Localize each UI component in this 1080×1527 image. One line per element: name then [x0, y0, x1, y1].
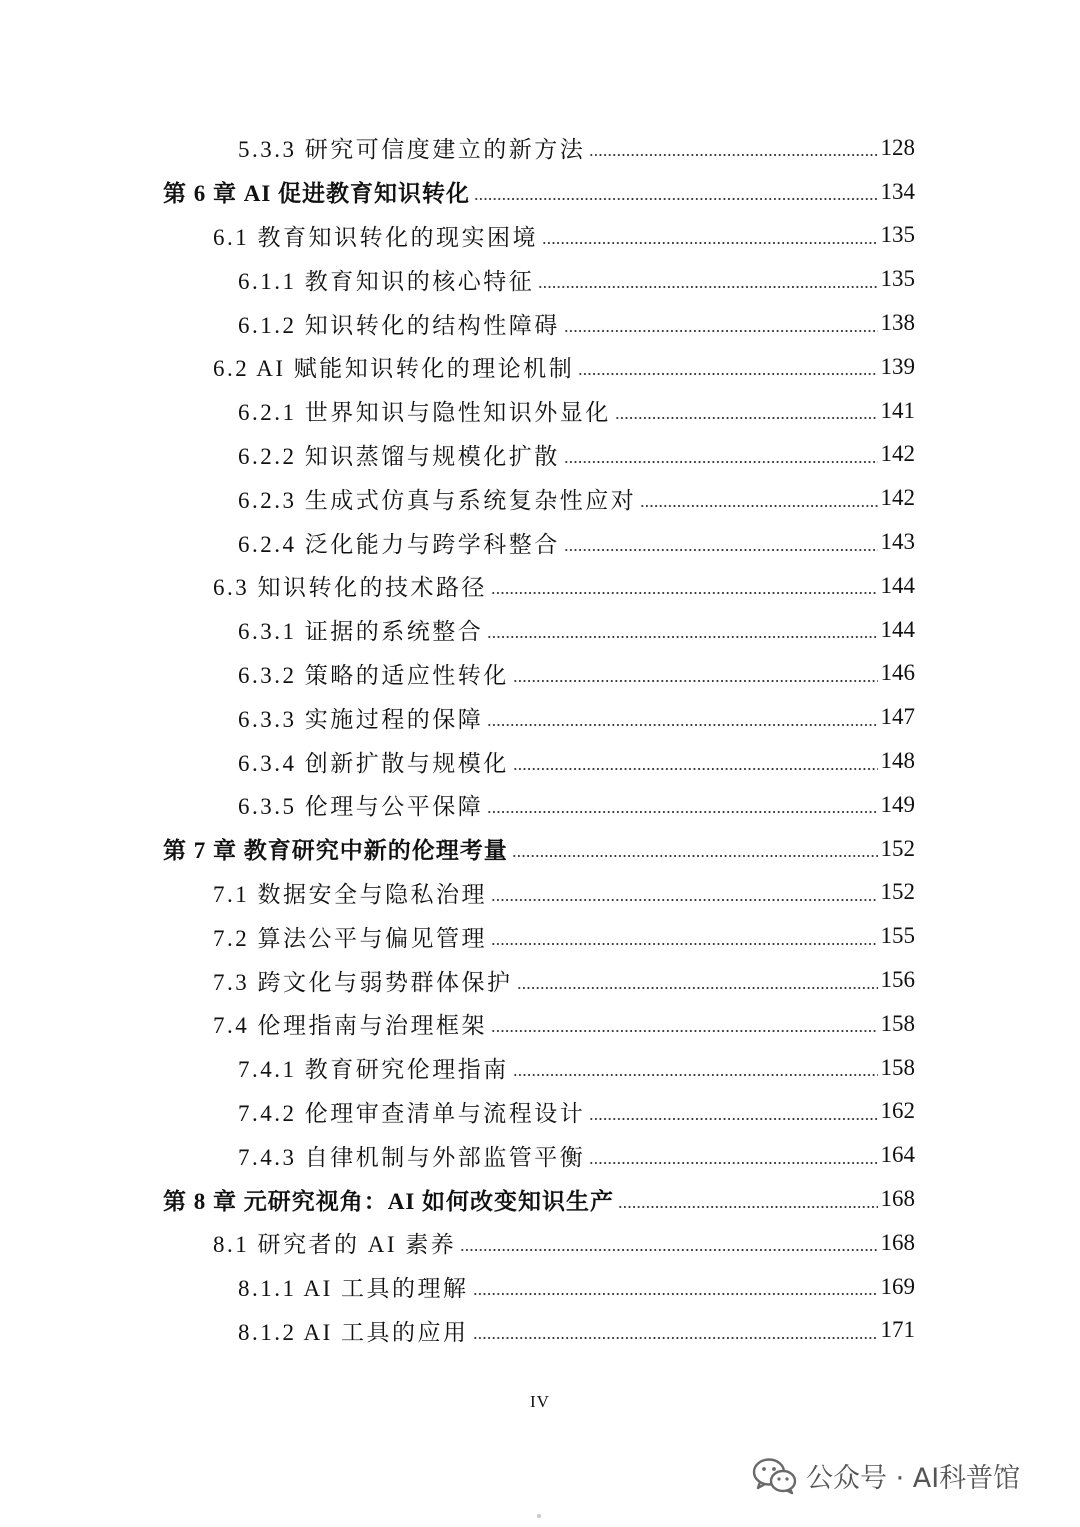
toc-dot-leader: [491, 879, 878, 902]
toc-entry-page-number: 149: [880, 791, 915, 817]
toc-entry[interactable]: [0, 827, 1080, 871]
toc-entry-title: 8.1.2 AI 工具的应用: [238, 1319, 469, 1345]
toc-entry[interactable]: [0, 433, 1080, 477]
watermark: [752, 1456, 1020, 1495]
toc-dot-leader: [578, 353, 877, 376]
toc-entry-page-number: 143: [880, 529, 915, 555]
toc-entry[interactable]: [0, 476, 1080, 520]
toc-entry[interactable]: [0, 564, 1080, 608]
toc-entry-page-number: 147: [880, 704, 915, 730]
toc-entry-title: 第 7 章 教育研究中新的伦理考量: [163, 838, 508, 864]
toc-dot-leader: [474, 178, 877, 201]
toc-dot-leader: [589, 1142, 877, 1165]
toc-entry-title: 7.4.3 自律机制与外部监管平衡: [238, 1144, 586, 1170]
toc-dot-leader: [517, 967, 878, 990]
toc-entry[interactable]: [0, 1133, 1080, 1177]
toc-entry-page-number: 169: [880, 1273, 915, 1299]
toc-entry-page-number: 158: [880, 1054, 915, 1080]
toc-entry[interactable]: [0, 652, 1080, 696]
toc-dot-leader: [513, 660, 878, 683]
page-number: IV: [530, 1392, 550, 1411]
toc-dot-leader: [615, 397, 878, 420]
toc-entry-page-number: 171: [880, 1317, 915, 1343]
scroll-indicator-dot: [537, 1514, 541, 1518]
toc-entry-title: 7.4.1 教育研究伦理指南: [238, 1057, 509, 1083]
toc-entry-title: 7.3 跨文化与弱势群体保护: [213, 969, 513, 995]
toc-entry[interactable]: [0, 170, 1080, 214]
toc-dot-leader: [460, 1229, 877, 1252]
toc-entry-title: 6.3 知识转化的技术路径: [213, 575, 487, 601]
toc-entry[interactable]: [0, 914, 1080, 958]
toc-entry[interactable]: [0, 1221, 1080, 1265]
toc-entry-page-number: 134: [880, 178, 915, 204]
toc-entry-page-number: 144: [880, 572, 915, 598]
toc-dot-leader: [564, 310, 878, 333]
toc-entry-page-number: 152: [880, 879, 915, 905]
toc-entry-title: 6.3.3 实施过程的保障: [238, 706, 484, 732]
toc-dot-leader: [618, 1186, 877, 1209]
toc-entry[interactable]: [0, 520, 1080, 564]
toc-entry-title: 6.3.2 策略的适应性转化: [238, 662, 509, 688]
toc-entry-page-number: 168: [880, 1229, 915, 1255]
toc-entry[interactable]: [0, 608, 1080, 652]
toc-dot-leader: [564, 441, 878, 464]
toc-dot-leader: [513, 748, 878, 771]
toc-entry-title: 5.3.3 研究可信度建立的新方法: [238, 137, 586, 163]
toc-entry[interactable]: [0, 214, 1080, 258]
toc-entry-page-number: 144: [880, 616, 915, 642]
toc-entry[interactable]: [0, 389, 1080, 433]
toc-dot-leader: [513, 1054, 878, 1077]
table-of-contents: [0, 126, 1080, 1352]
toc-dot-leader: [487, 791, 877, 814]
toc-entry[interactable]: [0, 958, 1080, 1002]
toc-entry-page-number: 128: [880, 134, 915, 160]
toc-dot-leader: [491, 572, 878, 595]
toc-entry-page-number: 135: [880, 266, 915, 292]
toc-entry-title: 6.1 教育知识转化的现实困境: [213, 224, 538, 250]
toc-entry[interactable]: [0, 257, 1080, 301]
toc-entry-page-number: 141: [880, 397, 915, 423]
toc-entry[interactable]: [0, 1309, 1080, 1353]
toc-entry[interactable]: [0, 695, 1080, 739]
toc-entry[interactable]: [0, 739, 1080, 783]
watermark-text: 公众号 · AI科普馆: [806, 1463, 1021, 1494]
toc-entry-page-number: 148: [880, 748, 915, 774]
toc-entry[interactable]: [0, 1090, 1080, 1134]
toc-dot-leader: [473, 1317, 878, 1340]
toc-entry-title: 6.2 AI 赋能知识转化的理论机制: [213, 356, 575, 382]
toc-entry-page-number: 152: [880, 835, 915, 861]
toc-entry[interactable]: [0, 126, 1080, 170]
toc-dot-leader: [487, 704, 877, 727]
toc-dot-leader: [491, 923, 878, 946]
toc-entry-title: 第 6 章 AI 促进教育知识转化: [163, 181, 471, 207]
toc-entry-title: 6.3.1 证据的系统整合: [238, 619, 484, 645]
toc-entry[interactable]: [0, 1177, 1080, 1221]
toc-entry-title: 6.1.2 知识转化的结构性障碍: [238, 312, 560, 338]
toc-entry-title: 7.1 数据安全与隐私治理: [213, 881, 487, 907]
toc-entry-title: 6.3.4 创新扩散与规模化: [238, 750, 509, 776]
toc-entry-title: 6.2.3 生成式仿真与系统复杂性应对: [238, 487, 637, 513]
toc-entry-page-number: 155: [880, 923, 915, 949]
toc-entry-title: 第 8 章 元研究视角：AI 如何改变知识生产: [163, 1188, 615, 1214]
toc-dot-leader: [512, 835, 878, 858]
toc-entry-page-number: 138: [880, 310, 915, 336]
toc-entry-page-number: 142: [880, 485, 915, 511]
toc-entry-title: 7.4 伦理指南与治理框架: [213, 1013, 487, 1039]
toc-dot-leader: [589, 134, 877, 157]
toc-entry-page-number: 139: [880, 353, 915, 379]
toc-entry-page-number: 162: [880, 1098, 915, 1124]
toc-entry-page-number: 168: [880, 1186, 915, 1212]
toc-entry-page-number: 164: [880, 1142, 915, 1168]
toc-dot-leader: [542, 222, 878, 245]
toc-entry-page-number: 158: [880, 1010, 915, 1036]
toc-entry[interactable]: [0, 301, 1080, 345]
toc-dot-leader: [564, 529, 878, 552]
toc-entry-title: 6.2.4 泛化能力与跨学科整合: [238, 531, 560, 557]
wechat-icon: [752, 1457, 798, 1495]
toc-entry[interactable]: [0, 1046, 1080, 1090]
toc-dot-leader: [487, 616, 877, 639]
toc-entry-page-number: 146: [880, 660, 915, 686]
toc-entry-title: 8.1 研究者的 AI 素养: [213, 1232, 457, 1258]
toc-dot-leader: [589, 1098, 877, 1121]
toc-entry[interactable]: [0, 871, 1080, 915]
toc-dot-leader: [640, 485, 877, 508]
toc-entry[interactable]: [0, 1002, 1080, 1046]
toc-entry-title: 8.1.1 AI 工具的理解: [238, 1276, 469, 1302]
toc-entry-title: 6.3.5 伦理与公平保障: [238, 794, 484, 820]
toc-entry-title: 7.4.2 伦理审查清单与流程设计: [238, 1100, 586, 1126]
toc-entry-title: 6.2.2 知识蒸馏与规模化扩散: [238, 443, 560, 469]
toc-entry-title: 6.1.1 教育知识的核心特征: [238, 268, 535, 294]
toc-dot-leader: [538, 266, 877, 289]
toc-entry[interactable]: [0, 783, 1080, 827]
toc-entry-title: 7.2 算法公平与偏见管理: [213, 925, 487, 951]
toc-entry-page-number: 142: [880, 441, 915, 467]
toc-dot-leader: [491, 1010, 878, 1033]
toc-entry[interactable]: [0, 345, 1080, 389]
toc-entry-title: 6.2.1 世界知识与隐性知识外显化: [238, 400, 611, 426]
toc-dot-leader: [473, 1273, 878, 1296]
toc-entry-page-number: 135: [880, 222, 915, 248]
toc-entry-page-number: 156: [880, 967, 915, 993]
toc-entry[interactable]: [0, 1265, 1080, 1309]
